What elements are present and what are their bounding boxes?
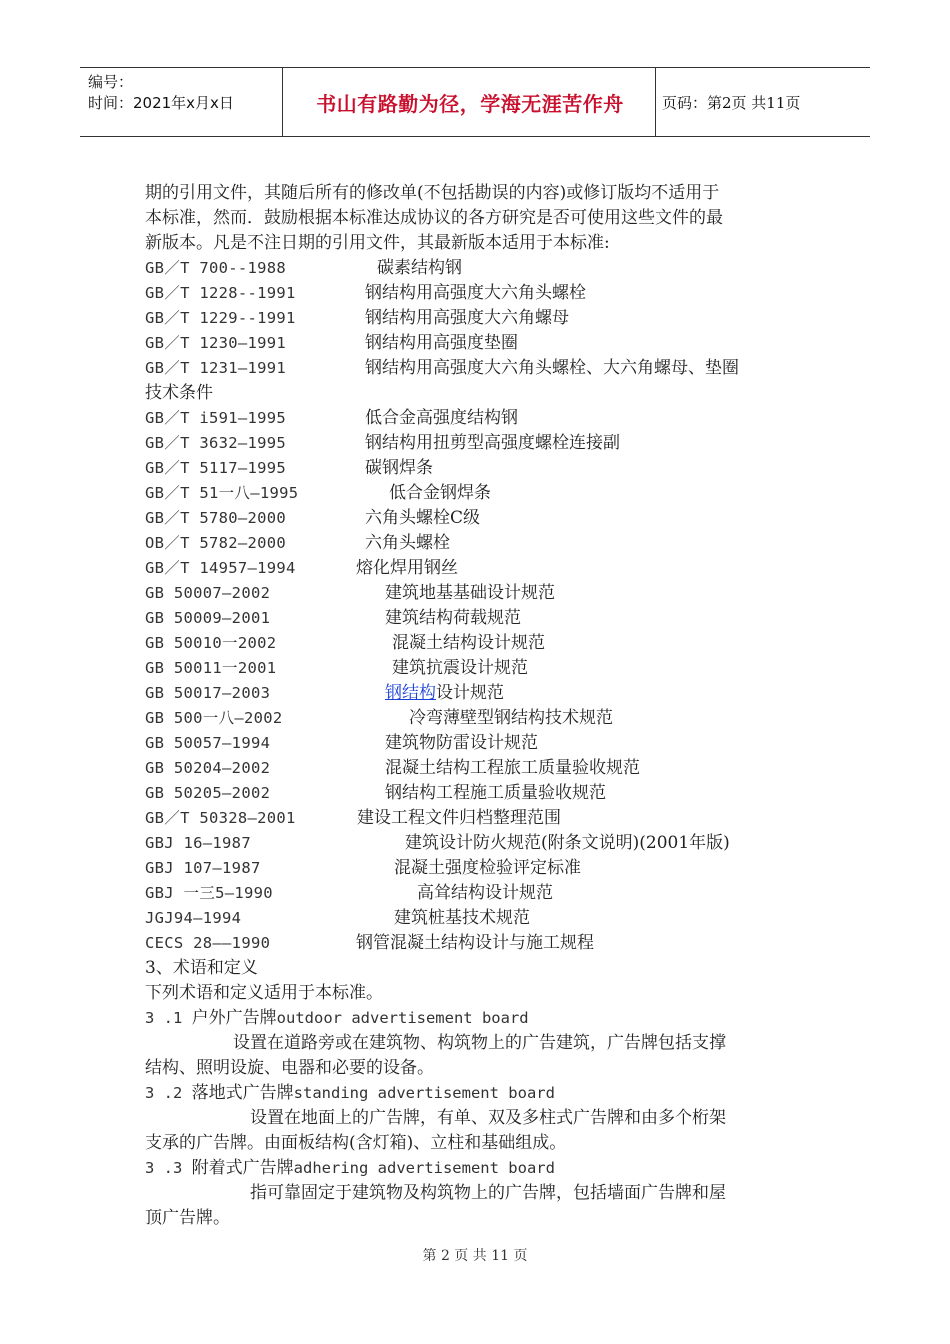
- standard-code: GB 50057—1994: [145, 734, 271, 752]
- term-name: 附着式广告牌: [191, 1158, 294, 1178]
- section-intro: 下列术语和定义适用于本标准。: [145, 983, 383, 1003]
- page-header: [80, 67, 870, 137]
- standard-title: 建筑设计防火规范(附条文说明)(2001年版): [405, 833, 730, 853]
- header-divider: [282, 68, 283, 136]
- standard-title: 设计规范: [436, 683, 504, 703]
- standard-title: 混凝土结构工程旅工质量验收规范: [385, 758, 640, 778]
- term-english: outdoor advertisement board: [276, 1009, 529, 1027]
- term-number: 3 .1: [145, 1009, 192, 1027]
- standard-title: 低合金钢焊条: [389, 483, 491, 503]
- standard-title: 钢结构用高强度大六角头螺栓、大六角螺母、垫圈: [365, 358, 739, 378]
- standard-code: GB 50009—2001: [145, 609, 271, 627]
- standard-code: GB／T i591—1995: [145, 409, 287, 427]
- section-heading: 3、术语和定义: [145, 958, 258, 978]
- standard-title: 冷弯薄壁型钢结构技术规范: [409, 708, 613, 728]
- standard-title: 建筑抗震设计规范: [392, 658, 528, 678]
- paragraph-line: 本标准，然而．鼓励根据本标准达成协议的各方研究是否可使用这些文件的最: [145, 208, 723, 228]
- standard-title: 建筑桩基技术规范: [394, 908, 530, 928]
- standard-code: GB 50204—2002: [145, 759, 271, 777]
- standard-title: 建筑结构荷载规范: [385, 608, 521, 628]
- standard-code: GB／T 1230—1991: [145, 334, 287, 352]
- standard-code: GB 50010一2002: [145, 634, 277, 652]
- term-name: 落地式广告牌: [191, 1083, 294, 1103]
- standard-code: GB／T 14957—1994: [145, 559, 296, 577]
- term-name: 户外广告牌: [191, 1008, 277, 1028]
- standard-code: JGJ94—1994: [145, 909, 242, 927]
- standard-code: GB 50007—2002: [145, 584, 271, 602]
- standard-title: 建筑地基基础设计规范: [385, 583, 555, 603]
- term-number: 3 .3: [145, 1159, 192, 1177]
- standard-code: GB／T 3632—1995: [145, 434, 287, 452]
- standard-code: CECS 28——1990: [145, 934, 271, 952]
- standard-title: 混凝土强度检验评定标准: [394, 858, 581, 878]
- standard-code: GB／T 5117—1995: [145, 459, 287, 477]
- steel-structure-link[interactable]: 钢结构: [385, 683, 436, 703]
- standard-title: 钢管混凝土结构设计与施工规程: [356, 933, 594, 953]
- standard-title: 六角头螺栓C级: [365, 508, 481, 528]
- standard-code: GB 50011一2001: [145, 659, 277, 677]
- paragraph-line: 期的引用文件，其随后所有的修改单(不包括勘误的内容)或修订版均不适用于: [145, 183, 720, 203]
- term-definition-line: 设置在地面上的广告牌，有单、双及多柱式广告牌和由多个桁架: [250, 1108, 726, 1128]
- term-heading: [145, 1081, 555, 1106]
- standard-title: 技术条件: [145, 383, 213, 403]
- standard-title: 碳素结构钢: [377, 258, 462, 278]
- standard-title: 钢结构用高强度大六角头螺栓: [365, 283, 586, 303]
- paragraph-line: 新版本。凡是不注日期的引用文件，其最新版本适用于本标准:: [145, 233, 610, 253]
- header-motto: 书山有路勤为径，学海无涯苦作舟: [316, 91, 624, 116]
- term-english: adhering advertisement board: [293, 1159, 555, 1177]
- term-heading: [145, 1006, 529, 1031]
- standard-title: 钢结构工程施工质量验收规范: [385, 783, 606, 803]
- standard-code: GB／T 5780—2000: [145, 509, 287, 527]
- document-number-label: 编号：: [88, 73, 134, 91]
- term-english: standing advertisement board: [293, 1084, 555, 1102]
- standard-code: GBJ 一三5—1990: [145, 884, 273, 902]
- term-definition-line: 设置在道路旁或在建筑物、构筑物上的广告建筑，广告牌包括支撑: [233, 1033, 726, 1053]
- standard-code: GB 50017—2003: [145, 684, 271, 702]
- standard-code: GB／T 700--1988: [145, 259, 287, 277]
- standard-code: GB／T 50328—2001: [145, 809, 296, 827]
- term-definition-line: 结构、照明设旋、电器和必要的设备。: [145, 1058, 434, 1078]
- header-meta: [88, 72, 234, 114]
- document-time-label: 时间：2021年x月x日: [88, 94, 234, 112]
- standard-code: GB 500一八—2002: [145, 709, 283, 727]
- term-heading: [145, 1156, 555, 1181]
- standard-title: 建设工程文件归档整理范围: [357, 808, 561, 828]
- standard-title: 建筑物防雷设计规范: [385, 733, 538, 753]
- term-definition-line: 指可靠固定于建筑物及构筑物上的广告牌，包括墙面广告牌和屋: [250, 1183, 726, 1203]
- standard-title: 混凝土结构设计规范: [392, 633, 545, 653]
- standard-title: 低合金高强度结构钢: [365, 408, 518, 428]
- term-definition-line: 顶广告牌。: [145, 1208, 230, 1228]
- header-page-number: 页码：第2页 共11页: [662, 93, 801, 112]
- standard-code: OB／T 5782—2000: [145, 534, 287, 552]
- standard-code: GB／T 1231—1991: [145, 359, 287, 377]
- standard-code: GBJ 16—1987: [145, 834, 251, 852]
- standard-code: GB 50205—2002: [145, 784, 271, 802]
- standard-code: GB／T 51一八—1995: [145, 484, 299, 502]
- standard-title: 碳钢焊条: [365, 458, 433, 478]
- standard-code: GB／T 1228--1991: [145, 284, 296, 302]
- standard-title: 钢结构用高强度垫圈: [365, 333, 518, 353]
- standard-title: 高耸结构设计规范: [417, 883, 553, 903]
- standard-code: GBJ 107—1987: [145, 859, 261, 877]
- standard-title: 六角头螺栓: [365, 533, 450, 553]
- standard-title: 钢结构用高强度大六角螺母: [365, 308, 569, 328]
- page-footer: 第 2 页 共 11 页: [422, 1248, 528, 1264]
- standard-title: 钢结构用扭剪型高强度螺栓连接副: [365, 433, 620, 453]
- standard-code: GB／T 1229--1991: [145, 309, 296, 327]
- term-definition-line: 支承的广告牌。由面板结构(含灯箱)、立柱和基础组成。: [145, 1133, 567, 1153]
- term-number: 3 .2: [145, 1084, 192, 1102]
- standard-title: 熔化焊用钢丝: [356, 558, 458, 578]
